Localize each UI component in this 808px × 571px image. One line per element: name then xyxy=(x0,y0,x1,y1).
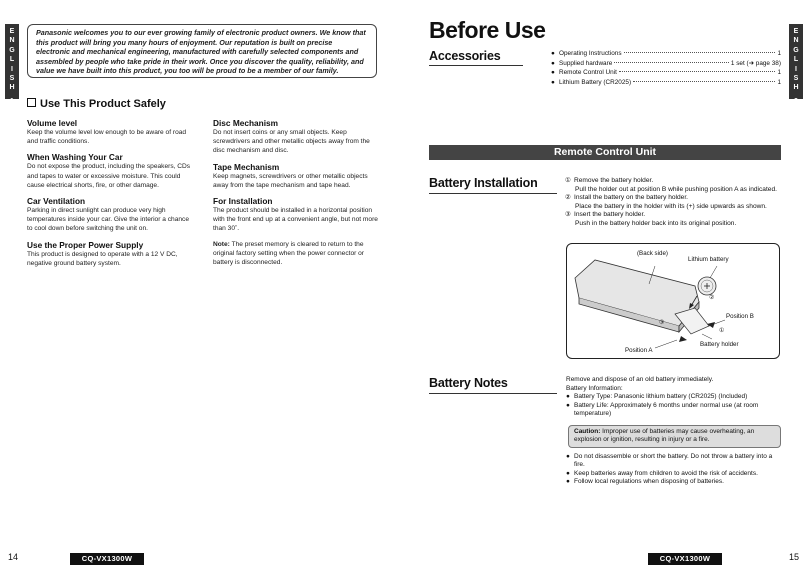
remote-control-banner: Remote Control Unit xyxy=(429,145,781,160)
step-number: ② xyxy=(565,194,571,202)
battery-notes-body xyxy=(566,376,781,487)
step-text: Insert the battery holder. xyxy=(574,211,646,219)
section-body: Do not insert coins or any small objects. Keep screwdrivers and other metallic objects away from the disc mechanism and disc. xyxy=(213,129,370,155)
section-heading: Use the Proper Power Supply xyxy=(27,239,144,250)
step-text: Remove the battery holder. xyxy=(574,177,654,184)
language-tab-right xyxy=(789,24,803,105)
bullet-icon: ● xyxy=(566,452,570,460)
page-number-right: 15 xyxy=(789,552,800,562)
step-subtext: Place the battery in the holder with its (+) side upwards as shown. xyxy=(575,202,767,210)
bullet-icon: ● xyxy=(551,78,555,86)
list-item xyxy=(551,59,781,69)
item-name: Supplied hardware xyxy=(559,59,613,67)
item-qty: 1 set (➜ page 38) xyxy=(730,59,781,67)
battery-installation-title: Battery Installation xyxy=(429,176,538,190)
installation-steps xyxy=(565,177,785,229)
safety-left-column xyxy=(27,118,192,274)
caution-box xyxy=(568,425,781,448)
step-number: ③ xyxy=(565,211,571,219)
bullet-icon: ● xyxy=(551,69,555,76)
divider xyxy=(429,393,557,394)
accessories-title: Accessories xyxy=(429,49,501,63)
safety-heading xyxy=(27,98,166,110)
notes-info-heading: Battery Information: xyxy=(566,384,623,392)
item-qty: 1 xyxy=(777,69,781,76)
step-text: Install the battery on the battery holder. xyxy=(574,194,688,202)
list-item xyxy=(551,49,781,59)
battery-notes-title: Battery Notes xyxy=(429,376,508,390)
section-body: Parking in direct sunlight can produce very high temperatures inside your car. Give the interior a chance to cool down before switching the unit on. xyxy=(27,207,189,233)
step-number: ① xyxy=(565,177,571,184)
step-3-marker: ③ xyxy=(659,319,665,326)
tab-letter: L xyxy=(793,56,799,64)
section-heading: Disc Mechanism xyxy=(213,118,279,128)
list-item xyxy=(551,78,781,88)
tab-letter: N xyxy=(9,37,15,45)
section-heading: For Installation xyxy=(213,196,273,207)
page-number-left: 14 xyxy=(8,552,19,562)
model-label-right: CQ-VX1300W xyxy=(648,553,722,565)
tab-letter: I xyxy=(795,65,797,73)
tab-letter: S xyxy=(793,75,799,83)
list-item xyxy=(566,402,781,419)
lithium-battery-label: Lithium battery xyxy=(688,256,729,263)
checkbox-square-icon xyxy=(27,98,36,107)
position-a-label: Position A xyxy=(625,347,653,354)
divider xyxy=(429,65,523,66)
step-2-marker: ② xyxy=(709,294,715,301)
note-paragraph xyxy=(213,240,379,268)
tab-page-index: 1 xyxy=(10,97,14,105)
notes-intro: Remove and dispose of an old battery immediately. xyxy=(566,376,714,383)
rule-text: Keep batteries away from children to avoid the risk of accidents. xyxy=(574,469,758,477)
section-heading: When Washing Your Car xyxy=(27,152,123,163)
note-label: Note: xyxy=(213,240,230,248)
safety-title: Use This Product Safely xyxy=(40,98,166,110)
intro-text: welcomes you to our ever growing family of electronic product owners. We know that this product will bring you many hours of enjoyment. Our reputation is built on precise electronic and mechanical engineering, manufactured with carefully selected components and assembled by people who take pride in their work. Once you discover the quality, reliability, and value we have built into this product, you too will be proud to be a member of our family. xyxy=(36,28,366,76)
list-item xyxy=(566,470,781,479)
section-heading: Tape Mechanism xyxy=(213,161,280,172)
intro-box xyxy=(27,24,377,78)
step-1-marker: ① xyxy=(719,327,725,334)
item-qty: 1 xyxy=(777,50,781,57)
bullet-icon: ● xyxy=(566,469,570,477)
page-title: Before Use xyxy=(429,17,546,43)
leader-dots xyxy=(619,71,776,72)
accessories-list xyxy=(551,49,781,87)
remote-illustration xyxy=(567,244,779,358)
caution-label: Caution: xyxy=(574,427,601,435)
list-item xyxy=(551,68,781,78)
section-body: Do not expose the product, including the speakers, CDs and tapes to water or excessive moisture. This could cause electrical shorts, fire, or other damage. xyxy=(27,163,191,189)
tab-letter: H xyxy=(9,84,15,92)
item-name: Operating Instructions xyxy=(559,50,622,57)
info-text: Battery Type: Panasonic lithium battery (CR2025) (Included) xyxy=(574,393,748,400)
model-label-left: CQ-VX1300W xyxy=(70,553,144,565)
tab-letter: L xyxy=(9,56,15,64)
back-side-label: (Back side) xyxy=(637,250,668,257)
bullet-icon: ● xyxy=(551,59,555,67)
tab-letter: E xyxy=(9,28,15,35)
safety-right-column xyxy=(213,118,379,273)
bullet-icon: ● xyxy=(566,401,570,409)
battery-installation-diagram xyxy=(566,243,780,359)
item-name: Lithium Battery (CR2025) xyxy=(559,78,632,86)
list-item xyxy=(566,393,781,402)
section-heading: Car Ventilation xyxy=(27,196,86,207)
leader-dots xyxy=(633,81,775,82)
list-item xyxy=(566,478,781,487)
bullet-icon: ● xyxy=(551,50,555,57)
info-text: Battery Life: Approximately 6 months under normal use (at room temperature) xyxy=(574,401,759,417)
section-heading: Volume level xyxy=(27,118,78,128)
section-body: Keep the volume level low enough to be aware of road and traffic conditions. xyxy=(27,129,187,146)
step-item xyxy=(565,194,785,203)
step-item xyxy=(565,211,785,220)
step-item xyxy=(565,177,785,186)
tab-page-index: 2 xyxy=(794,97,798,105)
bullet-icon: ● xyxy=(566,393,570,400)
bullet-icon: ● xyxy=(566,478,570,485)
tab-letter: N xyxy=(793,37,799,45)
section-body: Keep magnets, screwdrivers or other metallic objects away from the tape mechanism and tape head. xyxy=(213,172,368,189)
tab-letter: G xyxy=(9,46,15,54)
caution-text: Improper use of batteries may cause overheating, an explosion or ignition, resulting in injury or a fire. xyxy=(574,427,755,443)
rule-text: Do not disassemble or short the battery. Do not throw a battery into a fire. xyxy=(574,452,773,468)
step-subtext: Pull the holder out at position B while pushing position A as indicated. xyxy=(575,185,777,193)
battery-holder-label: Battery holder xyxy=(700,341,739,348)
section-body: The product should be installed in a horizontal position with the front end up at a convenient angle, but not more than 30˚. xyxy=(213,207,378,233)
intro-brand: Panasonic xyxy=(36,28,72,37)
tab-letter: I xyxy=(11,65,13,73)
tab-letter: S xyxy=(9,75,15,83)
note-text: The preset memory is cleared to return to the original factory setting when the power connector or battery is disconnected. xyxy=(213,240,365,267)
divider xyxy=(429,193,557,194)
position-b-label: Position B xyxy=(726,313,754,320)
item-qty: 1 xyxy=(777,78,781,86)
tab-letter: H xyxy=(793,84,799,92)
tab-letter: G xyxy=(793,46,799,54)
item-name: Remote Control Unit xyxy=(559,69,617,76)
leader-dots xyxy=(624,52,776,53)
language-tab-left xyxy=(5,24,19,105)
rule-text: Follow local regulations when disposing of batteries. xyxy=(574,478,724,485)
section-body: This product is designed to operate with a 12 V DC, negative ground battery system. xyxy=(27,250,178,267)
step-subtext: Push in the battery holder back into its original position. xyxy=(575,219,737,227)
leader-dots xyxy=(614,62,729,63)
tab-letter: E xyxy=(793,28,799,35)
list-item xyxy=(566,453,781,470)
